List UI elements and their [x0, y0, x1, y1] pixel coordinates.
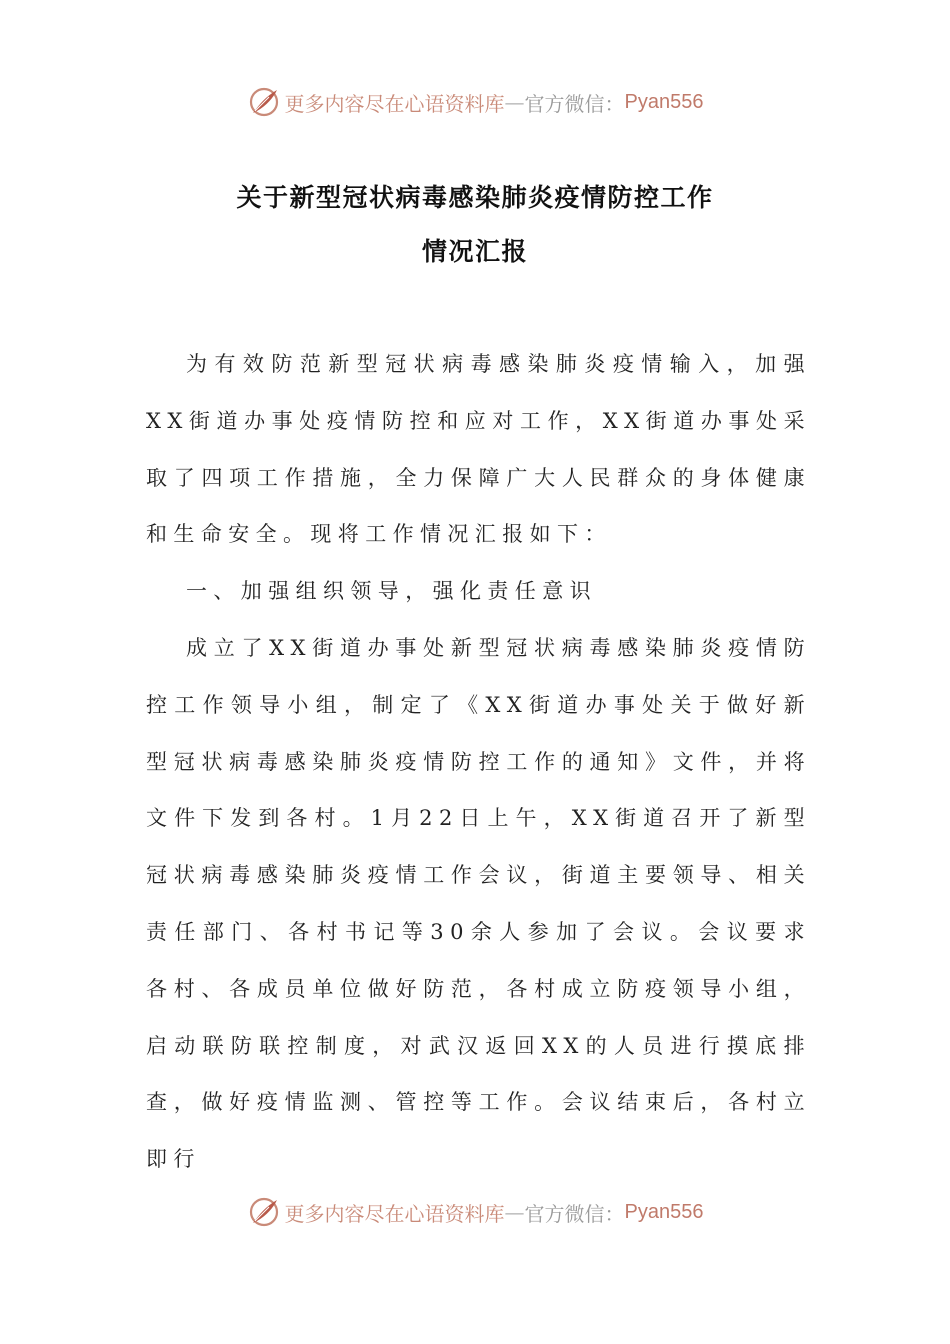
watermark-site-text: 更多内容尽在心语资料库 — [284, 91, 505, 116]
paragraph-intro: 为有效防范新型冠状病毒感染肺炎疫情输入，加强XX街道办事处疫情防控和应对工作，XX街道办事处采取了四项工作措施，全力保障广大人民群众的身体健康和生命安全。现将工作情况汇报如下： — [146, 352, 811, 547]
watermark-separator: — — [504, 90, 525, 114]
watermark-wechat-id: Pyan556 — [624, 1200, 704, 1223]
quill-pen-logo-icon — [247, 85, 281, 119]
section-heading-1: 一、加强组织领导，强化责任意识 — [186, 579, 597, 604]
paragraph-section-1: 成立了XX街道办事处新型冠状病毒感染肺炎疫情防控工作领导小组，制定了《XX街道办事处关于做好新型冠状病毒感染肺炎疫情防控工作的通知》文件，并将文件下发到各村。1月22日上午，XX街道召开了新型冠状病毒感染肺炎疫情工作会议，街道主要领导、相关责任部门、各村书记等30余人参加了会议。会议要求各村、各成员单位做好防范，各村成立防疫领导小组，启动联防联控制度，对武汉返回XX的人员进行摸底排查，做好疫情监测、管控等工作。会议结束后，各村立即行 — [146, 635, 811, 1172]
document-title-line-2: 情况汇报 — [421, 237, 528, 266]
quill-pen-logo-icon — [247, 1195, 281, 1229]
watermark-footer — [0, 1192, 950, 1232]
watermark-wechat-label: 官方微信： — [524, 1201, 625, 1226]
watermark-header — [0, 82, 950, 122]
watermark-separator: — — [504, 1200, 525, 1224]
document-title-line-1: 关于新型冠状病毒感染肺炎疫情防控工作 — [236, 183, 714, 212]
watermark-wechat-id: Pyan556 — [624, 90, 704, 113]
watermark-wechat-label: 官方微信： — [524, 91, 625, 116]
watermark-site-text: 更多内容尽在心语资料库 — [284, 1201, 505, 1226]
document-body — [146, 336, 811, 1188]
